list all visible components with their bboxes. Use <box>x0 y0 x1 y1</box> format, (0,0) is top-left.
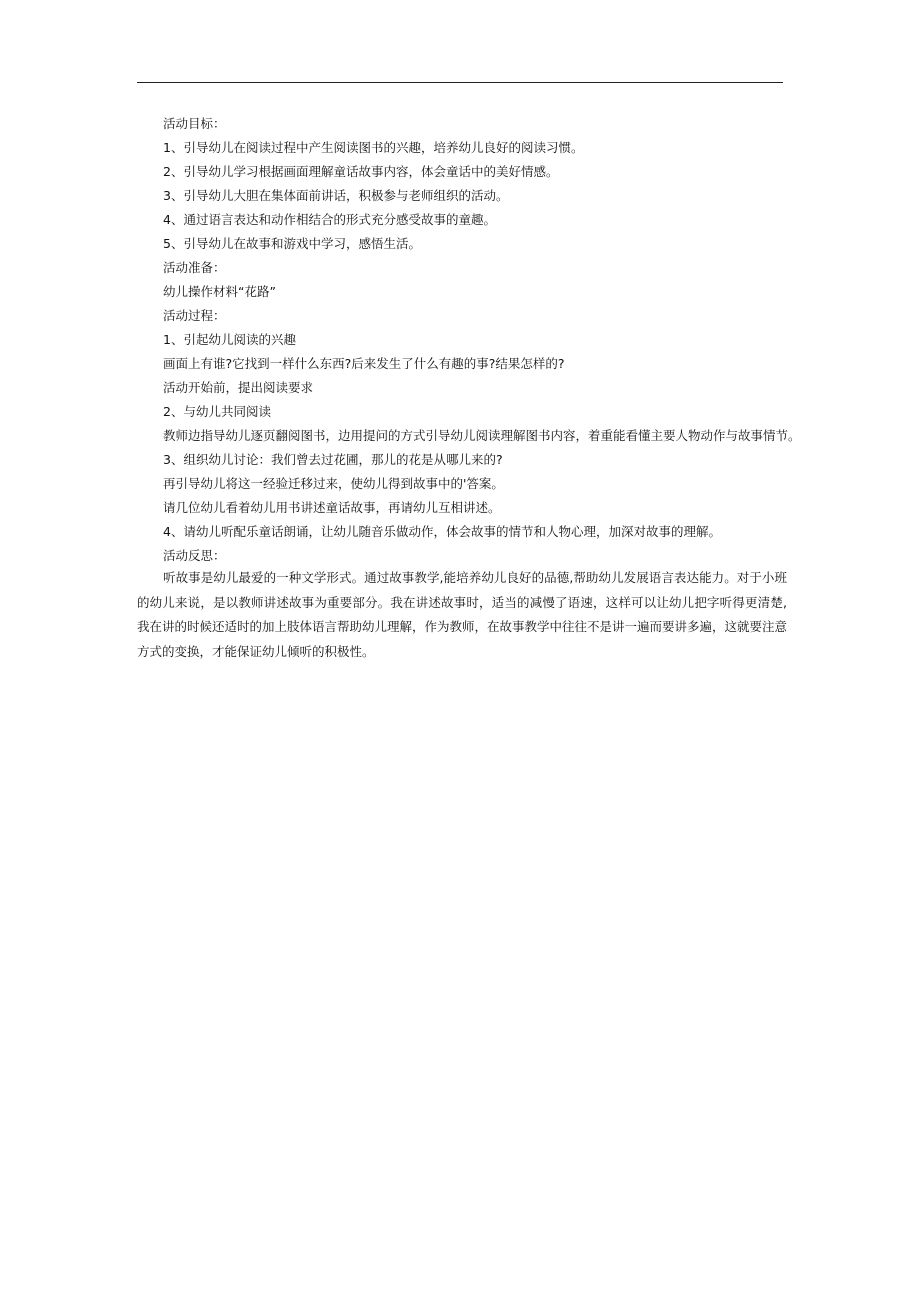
process-step: 3、组织幼儿讨论：我们曾去过花圃，那儿的花是从哪儿来的? <box>163 452 503 467</box>
process-step: 1、引起幼儿阅读的兴趣 <box>163 332 296 347</box>
section-heading-preparation: 活动准备： <box>163 260 226 275</box>
reflection-line: 听故事是幼儿最爱的一种文学形式。通过故事教学,能培养幼儿良好的品德,帮助幼儿发展语言表达能力。对于小班 <box>163 570 787 585</box>
process-step: 4、请幼儿听配乐童话朗诵，让幼儿随音乐做动作，体会故事的情节和人物心理，加深对故事的理解。 <box>163 524 721 539</box>
section-heading-goals: 活动目标： <box>163 116 226 131</box>
section-heading-process: 活动过程： <box>163 308 226 323</box>
process-text: 教师边指导幼儿逐页翻阅图书，边用提问的方式引导幼儿阅读理解图书内容，着重能看懂主要人物动作与故事情节。 <box>163 428 801 443</box>
goal-item: 1、引导幼儿在阅读过程中产生阅读图书的兴趣，培养幼儿良好的阅读习惯。 <box>163 140 584 155</box>
process-text: 请几位幼儿看着幼儿用书讲述童话故事，再请幼儿互相讲述。 <box>163 500 501 515</box>
document-body <box>163 112 801 568</box>
process-text: 画面上有谁?它找到一样什么东西?后来发生了什么有趣的事?结果怎样的? <box>163 356 565 371</box>
reflection-line: 的幼儿来说，是以教师讲述故事为重要部分。我在讲述故事时，适当的减慢了语速，这样可以让幼儿把字听得更清楚, <box>137 594 787 610</box>
header-rule <box>137 82 783 83</box>
goal-item: 2、引导幼儿学习根据画面理解童话故事内容，体会童话中的美好情感。 <box>163 164 559 179</box>
section-heading-reflection: 活动反思： <box>163 548 226 563</box>
preparation-text: 幼儿操作材料“花路” <box>163 284 276 299</box>
reflection-line: 我在讲的时候还适时的加上肢体语言帮助幼儿理解，作为教师，在故事教学中往往不是讲一遍而要讲多遍，这就要注意 <box>137 619 788 634</box>
process-text: 再引导幼儿将这一经验迁移过来，使幼儿得到故事中的'答案。 <box>163 476 504 491</box>
process-text: 活动开始前，提出阅读要求 <box>163 380 314 395</box>
reflection-paragraph <box>137 566 787 664</box>
reflection-line: 方式的变换，才能保证幼儿倾听的积极性。 <box>137 643 375 659</box>
goal-item: 5、引导幼儿在故事和游戏中学习，感悟生活。 <box>163 236 421 251</box>
process-step: 2、与幼儿共同阅读 <box>163 404 271 419</box>
goal-item: 4、通过语言表达和动作相结合的形式充分感受故事的童趣。 <box>163 212 496 227</box>
goal-item: 3、引导幼儿大胆在集体面前讲话，积极参与老师组织的活动。 <box>163 188 509 203</box>
